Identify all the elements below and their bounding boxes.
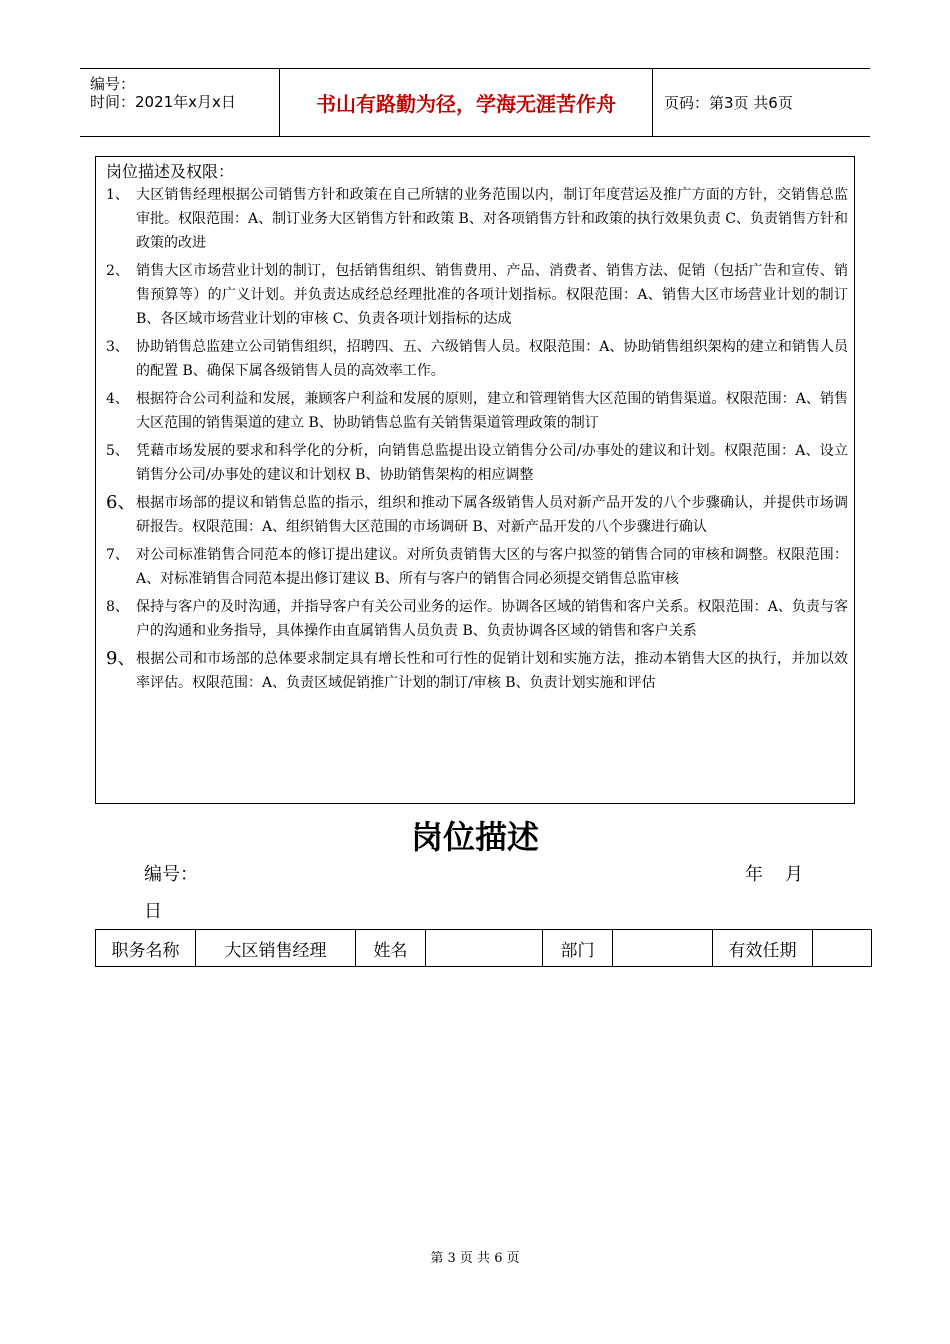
duty-text: 保持与客户的及时沟通，并指导客户有关公司业务的运作。协调各区域的销售和客户关系。权限范围：A、负责与客户的沟通和业务指导，具体操作由直属销售人员负责 B、负责协调各区域的销售和客户关系 [136, 599, 848, 639]
header-number-label: 编号： [90, 75, 136, 93]
duty-number: 2、 [106, 263, 129, 279]
duty-text: 根据公司和市场部的总体要求制定具有增长性和可行性的促销计划和实施方法，推动本销售大区的执行，并加以效率评估。权限范围：A、负责区域促销推广计划的制订/审核 B、负责计划实施和评估 [136, 651, 848, 691]
duty-text: 大区销售经理根据公司销售方针和政策在自己所辖的业务范围以内，制订年度营运及推广方面的方针，交销售总监审批。权限范围：A、制订业务大区销售方针和政策 B、对各项销售方针和政策的执行效果负责 C、负责销售方针和政策的改进 [136, 187, 849, 251]
page-footer: 第 3 页 共 6 页 [430, 1251, 520, 1266]
cell-title-value: 大区销售经理 [196, 930, 356, 967]
duty-text: 根据市场部的提议和销售总监的指示，组织和推动下属各级销售人员对新产品开发的八个步骤确认，并提供市场调研报告。权限范围：A、组织销售大区范围的市场调研 B、对新产品开发的八个步骤进行确认 [136, 495, 848, 535]
header-page-info: 页码：第3页 共6页 [664, 94, 793, 112]
duty-item [96, 335, 856, 383]
page-header [80, 68, 870, 137]
cell-name-value [426, 930, 543, 967]
duty-text: 协助销售总监建立公司销售组织，招聘四、五、六级销售人员。权限范围：A、协助销售组织架构的建立和销售人员的配置 B、确保下属各级销售人员的高效率工作。 [136, 339, 848, 379]
table-row [96, 930, 872, 967]
duty-item [96, 491, 856, 539]
meta-year-label: 年 [745, 864, 763, 885]
duty-number: 5、 [106, 443, 129, 459]
duty-item [96, 543, 856, 591]
duty-text: 凭藉市场发展的要求和科学化的分析，向销售总监提出设立销售分公司/办事处的建议和计划。权限范围：A、设立销售分公司/办事处的建议和计划权 B、协助销售架构的相应调整 [136, 443, 848, 483]
cell-dept-value [613, 930, 713, 967]
meta-month-label: 月 [785, 864, 803, 885]
header-meta [80, 69, 280, 136]
cell-dept-label: 部门 [543, 930, 613, 967]
header-time-label: 时间：2021年x月x日 [90, 93, 236, 111]
duty-number: 9、 [106, 648, 136, 669]
duty-number: 6、 [106, 492, 136, 513]
duty-item [96, 387, 856, 435]
duty-item [96, 647, 856, 695]
duty-number: 3、 [106, 339, 129, 355]
duty-item [96, 595, 856, 643]
cell-name-label: 姓名 [356, 930, 426, 967]
duty-item [96, 259, 856, 331]
cell-title-label: 职务名称 [96, 930, 196, 967]
meta-number-label: 编号： [144, 864, 198, 885]
cell-term-value [813, 930, 872, 967]
cell-term-label: 有效任期 [713, 930, 813, 967]
duty-number: 4、 [106, 391, 129, 407]
meta-day-label: 日 [144, 901, 162, 922]
duty-text: 销售大区市场营业计划的制订，包括销售组织、销售费用、产品、消费者、销售方法、促销（包括广告和宣传、销售预算等）的广义计划。并负责达成经总经理批准的各项计划指标。权限范围：A、销售大区市场营业计划的制订 B、各区域市场营业计划的审核 C、负责各项计划指标的达成 [136, 263, 848, 327]
duty-item [96, 439, 856, 487]
duty-text: 对公司标准销售合同范本的修订提出建议。对所负责销售大区的与客户拟签的销售合同的审核和调整。权限范围：A、对标准销售合同范本提出修订建议 B、所有与客户的销售合同必须提交销售总监审核 [136, 547, 848, 587]
duty-text: 根据符合公司利益和发展，兼顾客户利益和发展的原则，建立和管理销售大区范围的销售渠道。权限范围：A、销售大区范围的销售渠道的建立 B、协助销售总监有关销售渠道管理政策的制订 [136, 391, 848, 431]
duties-title: 岗位描述及权限： [106, 162, 235, 181]
header-motto: 书山有路勤为径，学海无涯苦作舟 [280, 69, 653, 136]
duty-number: 7、 [106, 547, 129, 563]
position-info-table [95, 929, 872, 967]
duties-list [96, 183, 856, 699]
duty-item [96, 183, 856, 255]
document-title: 岗位描述 [410, 818, 539, 856]
duty-number: 1、 [106, 187, 129, 203]
duty-number: 8、 [106, 599, 129, 615]
duties-box [95, 156, 855, 804]
